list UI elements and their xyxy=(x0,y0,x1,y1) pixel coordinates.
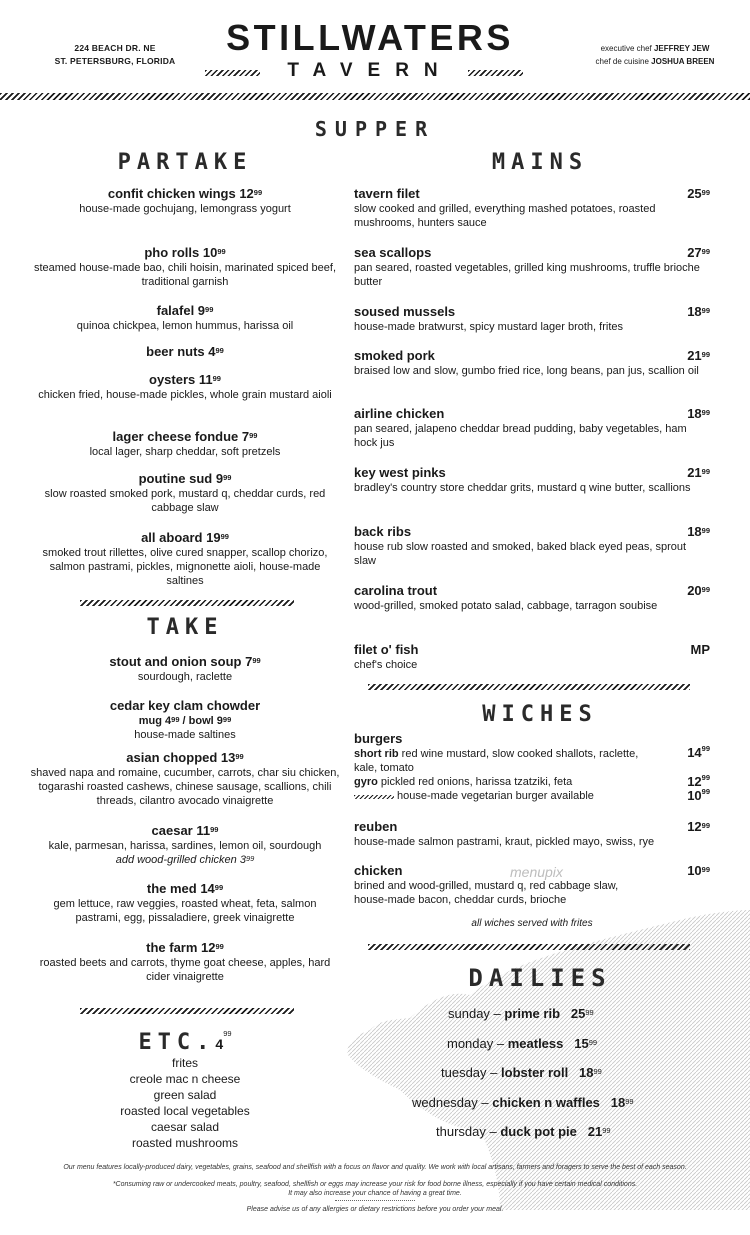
partake-divider xyxy=(80,600,294,606)
list-item xyxy=(354,245,710,289)
item-name: carolina trout xyxy=(354,583,438,598)
item-name: stout and onion soup 7 xyxy=(109,654,253,669)
item-name: pho rolls 10 xyxy=(144,245,218,260)
footer-line1: Our menu features locally-produced dairy, vegetables, grains, seafood and shellfish with a focus on flavor and quality. We work with local artisans, farmers and foragers to serve the best of each season. xyxy=(63,1164,687,1171)
item-name: all aboard 19 xyxy=(141,530,221,545)
item-desc: house rub slow roasted and smoked, baked black eyed peas, sprout slaw xyxy=(354,541,687,567)
take-title: TAKE xyxy=(146,615,224,640)
daily-cents: 99 xyxy=(593,1067,602,1076)
item-cents: 99 xyxy=(253,188,263,197)
list-item xyxy=(30,303,340,344)
item-name: caesar 11 xyxy=(151,823,211,838)
list-item xyxy=(354,186,710,230)
list-item xyxy=(30,471,340,530)
item-price: 12 xyxy=(687,819,702,834)
item-desc: chef's choice xyxy=(354,659,418,671)
footer-line4: Please advise us of any allergies or dietary restrictions before you order your meal. xyxy=(246,1206,504,1213)
daily-dish: lobster roll xyxy=(501,1065,569,1080)
item-sub: / bowl 9 xyxy=(179,715,223,727)
item-desc: bradley's country store cheddar grits, mustard q wine butter, scallions xyxy=(354,482,691,494)
list-item xyxy=(354,819,710,849)
item-price: 18 xyxy=(687,406,702,421)
daily-day: thursday xyxy=(436,1124,486,1139)
list-item: wednesday – chicken n waffles $18^{99}$ xyxy=(412,1095,634,1110)
item-name: gyro xyxy=(354,776,378,788)
item-cents: 99 xyxy=(701,787,710,796)
list-item xyxy=(354,524,710,568)
daily-day: sunday xyxy=(448,1006,490,1021)
list-item xyxy=(30,429,340,471)
menu-title: SUPPER xyxy=(314,117,436,141)
item-name: oysters 11 xyxy=(149,372,213,387)
item-price: 14 xyxy=(687,745,702,760)
etc-title: ETC. xyxy=(138,1030,216,1055)
item-desc: braised low and slow, gumbo fried rice, long beans, pan jus, scallion oil xyxy=(354,365,699,377)
item-name: short rib xyxy=(354,748,399,760)
item-cents: 99 xyxy=(205,305,214,314)
item-cents: 99 xyxy=(235,752,244,761)
daily-day: tuesday xyxy=(441,1065,487,1080)
item-cents: 99 xyxy=(171,715,180,724)
mains-title: MAINS xyxy=(491,150,589,175)
item-price: 25 xyxy=(687,186,702,201)
daily-price: 18 xyxy=(579,1065,594,1080)
list-item xyxy=(354,465,710,495)
item-name: tavern filet xyxy=(354,186,420,201)
list-item: roasted mushrooms xyxy=(131,1136,239,1150)
item-desc: brined and wood-grilled, mustard q, red cabbage slaw, house-made bacon, cheddar curds, brioche xyxy=(354,880,619,906)
footer-line3: It may also increase your chance of having a great time. xyxy=(288,1190,462,1197)
list-item xyxy=(30,654,340,698)
item-name: confit chicken wings 12 xyxy=(107,186,254,201)
list-item: caesar salad xyxy=(150,1120,220,1134)
list-item: sunday – prime rib $25^{99}$ xyxy=(448,1006,594,1021)
item-cents: 99 xyxy=(223,473,232,482)
list-item: monday – meatless $15^{99}$ xyxy=(447,1036,598,1051)
daily-dish: meatless xyxy=(507,1036,564,1051)
list-item xyxy=(354,304,710,334)
item-cents: 99 xyxy=(701,188,710,197)
list-item: green salad xyxy=(153,1088,217,1102)
daily-day: monday xyxy=(447,1036,494,1051)
exec-chef-name: JEFFREY JEW xyxy=(653,44,710,53)
list-item: tuesday – lobster roll $18^{99}$ xyxy=(441,1065,602,1080)
dailies-title: DAILIES xyxy=(468,964,612,992)
item-cents: 99 xyxy=(701,467,710,476)
item-price: 10 xyxy=(687,863,702,878)
item-desc: wood-grilled, smoked potato salad, cabbage, tarragon soubise xyxy=(354,600,658,612)
daily-dish: duck pot pie xyxy=(500,1124,577,1139)
item-cents: 99 xyxy=(210,825,219,834)
item-desc: house-made gochujang, lemongrass yogurt xyxy=(79,203,291,215)
exec-chef-label: executive chef xyxy=(600,44,652,53)
item-name: filet o' fish xyxy=(354,642,419,657)
etc-list xyxy=(30,1055,340,1151)
item-cents: 99 xyxy=(701,744,710,753)
daily-price: 21 xyxy=(587,1124,603,1139)
item-desc: house-made saltines xyxy=(134,729,236,741)
item-name: chicken xyxy=(354,863,403,878)
wiches-title: WICHES xyxy=(482,702,598,727)
item-cents: 99 xyxy=(217,247,226,256)
item-price: 18 xyxy=(687,524,702,539)
item-cents: 99 xyxy=(215,942,224,951)
daily-cents: 99 xyxy=(585,1008,594,1017)
item-name: smoked pork xyxy=(354,348,435,363)
footer-divider xyxy=(335,1200,415,1201)
item-desc: slow cooked and grilled, everything mashed potatoes, roasted mushrooms, hunters sauce xyxy=(354,203,656,229)
list-item: frites xyxy=(171,1056,198,1070)
daily-cents: 99 xyxy=(588,1038,598,1047)
list-item xyxy=(354,642,710,672)
chef-cuisine-name: JOSHUA BREEN xyxy=(651,57,715,66)
daily-dish: chicken n waffles xyxy=(492,1095,600,1110)
daily-cents: 99 xyxy=(625,1097,634,1106)
daily-price: 15 xyxy=(574,1036,589,1051)
wiches-note: all wiches served with frites xyxy=(471,918,593,929)
item-name: cedar key clam chowder xyxy=(109,698,261,713)
item-cents: 99 xyxy=(252,656,261,665)
item-sub: mug 4 xyxy=(138,715,172,727)
item-price: 21 xyxy=(687,465,702,480)
item-cents: 99 xyxy=(701,773,710,782)
item-desc: shaved napa and romaine, cucumber, carrots, char siu chicken, togarashi roasted cashews, chinese sausage, scallions, chili threads, cilantro avocado vinaigrette xyxy=(30,767,340,807)
item-desc: steamed house-made bao, chili hoisin, marinated spiced beef, traditional garnish xyxy=(33,262,337,288)
item-name: back ribs xyxy=(354,524,412,539)
list-item xyxy=(30,530,340,590)
item-name: beer nuts 4 xyxy=(146,344,216,359)
item-desc: smoked trout rillettes, olive cured snapper, scallop chorizo, salmon pastrami, pickles, mignonette aioli, house-made saltines xyxy=(42,547,328,587)
partake-title: PARTAKE xyxy=(117,150,253,175)
item-desc: house-made salmon pastrami, kraut, pickled mayo, swiss, rye xyxy=(354,836,655,848)
address xyxy=(40,42,190,68)
item-desc: quinoa chickpea, lemon hummus, harissa oil xyxy=(76,320,294,332)
item-cents: 99 xyxy=(701,350,710,359)
etc-price: 4 xyxy=(215,1036,224,1052)
burgers-block xyxy=(354,731,710,831)
address-line2: ST. PETERSBURG, FLORIDA xyxy=(54,56,176,66)
item-price: 10 xyxy=(687,788,702,803)
item-cents: 99 xyxy=(701,821,710,830)
item-desc: house-made bratwurst, spicy mustard lager broth, frites xyxy=(354,321,624,333)
list-item xyxy=(30,344,340,372)
list-item xyxy=(30,823,340,881)
item-desc: pan seared, roasted vegetables, grilled king mushrooms, truffle brioche butter xyxy=(354,262,700,288)
list-item xyxy=(354,583,710,613)
item-name: reuben xyxy=(354,819,398,834)
wiches-divider xyxy=(368,944,690,950)
take-list xyxy=(30,654,340,990)
list-item xyxy=(30,372,340,429)
item-name: key west pinks xyxy=(354,465,446,480)
burgers-label: burgers xyxy=(354,731,403,746)
item-price: MP xyxy=(690,642,710,657)
item-desc: kale, parmesan, harissa, sardines, lemon oil, sourdough xyxy=(48,840,322,852)
daily-dish: prime rib xyxy=(504,1006,561,1021)
take-divider xyxy=(80,1008,294,1014)
logo-sub: TAVERN xyxy=(287,60,453,81)
mains-divider xyxy=(368,684,690,690)
footer-line2: *Consuming raw or undercooked meats, poultry, seafood, shellfish or eggs may increase your risk for food borne illness, especially if you have certain medical conditions. xyxy=(112,1181,638,1188)
item-price: 27 xyxy=(687,245,702,260)
item-cents: 99 xyxy=(222,715,232,724)
item-add: add wood-grilled chicken 3 xyxy=(115,854,246,866)
veg-hatch xyxy=(354,795,394,799)
item-price: 12 xyxy=(687,774,702,789)
item-cents: 99 xyxy=(701,306,710,315)
watermark: menupix xyxy=(510,864,563,880)
item-name: asian chopped 13 xyxy=(126,750,236,765)
list-item xyxy=(30,750,340,823)
item-price: 20 xyxy=(687,583,702,598)
item-desc: pickled red onions, harissa tzatziki, feta xyxy=(377,776,573,788)
item-desc: house-made vegetarian burger available xyxy=(397,790,594,802)
daily-day: wednesday xyxy=(412,1095,478,1110)
address-line1: 224 BEACH DR. NE xyxy=(74,43,156,53)
item-price: 18 xyxy=(687,304,702,319)
item-price: 21 xyxy=(687,348,702,363)
etc-heading xyxy=(30,1030,340,1055)
item-desc: slow roasted smoked pork, mustard q, cheddar curds, red cabbage slaw xyxy=(44,488,326,514)
item-name: sea scallops xyxy=(354,245,432,260)
item-cents: 99 xyxy=(701,585,710,594)
item-name: the farm 12 xyxy=(146,940,216,955)
item-desc: local lager, sharp cheddar, soft pretzels xyxy=(89,446,281,458)
daily-price: 25 xyxy=(570,1006,586,1021)
partake-list xyxy=(30,186,340,590)
list-item xyxy=(30,245,340,303)
daily-price: 18 xyxy=(610,1095,626,1110)
list-item xyxy=(30,698,340,750)
header-divider xyxy=(0,93,750,100)
item-desc: pan seared, jalapeno cheddar bread pudding, baby vegetables, ham hock jus xyxy=(354,423,687,449)
item-desc: sourdough, raclette xyxy=(137,671,233,683)
item-cents: 99 xyxy=(701,526,710,535)
item-cents: 99 xyxy=(701,865,710,874)
list-item xyxy=(354,348,710,378)
chefs xyxy=(570,42,740,68)
item-name: lager cheese fondue 7 xyxy=(112,429,250,444)
item-desc: gem lettuce, raw veggies, roasted wheat, feta, salmon pastrami, egg, pissaladiere, greek vinaigrette xyxy=(53,898,317,924)
list-item: thursday – duck pot pie $21^{99}$ xyxy=(436,1124,611,1139)
item-desc: red wine mustard, slow cooked shallots, raclette, kale, tomato xyxy=(354,748,639,774)
list-item xyxy=(30,186,340,245)
item-name: soused mussels xyxy=(354,304,456,319)
item-name: falafel 9 xyxy=(156,303,206,318)
item-name: airline chicken xyxy=(354,406,445,421)
item-name: poutine sud 9 xyxy=(138,471,224,486)
item-cents: 99 xyxy=(245,854,255,863)
item-cents: 99 xyxy=(212,374,221,383)
chef-cuisine-label: chef de cuisine xyxy=(595,57,649,66)
item-desc: chicken fried, house-made pickles, whole grain mustard aioli xyxy=(38,389,332,401)
item-cents: 99 xyxy=(215,346,224,355)
item-cents: 99 xyxy=(701,247,710,256)
item-cents: 99 xyxy=(220,532,229,541)
list-item: creole mac n cheese xyxy=(129,1072,241,1086)
item-cents: 99 xyxy=(701,408,710,417)
list-item xyxy=(30,940,340,990)
list-item xyxy=(30,881,340,940)
item-cents: 99 xyxy=(249,431,258,440)
daily-cents: 99 xyxy=(602,1126,611,1135)
list-item xyxy=(354,406,710,450)
item-desc: roasted beets and carrots, thyme goat cheese, apples, hard cider vinaigrette xyxy=(39,957,331,983)
logo-main: STILLWATERS xyxy=(226,17,514,58)
item-name: the med 14 xyxy=(146,881,215,896)
list-item: roasted local vegetables xyxy=(120,1104,250,1118)
etc-cents: 99 xyxy=(223,1029,232,1038)
item-cents: 99 xyxy=(214,883,224,892)
